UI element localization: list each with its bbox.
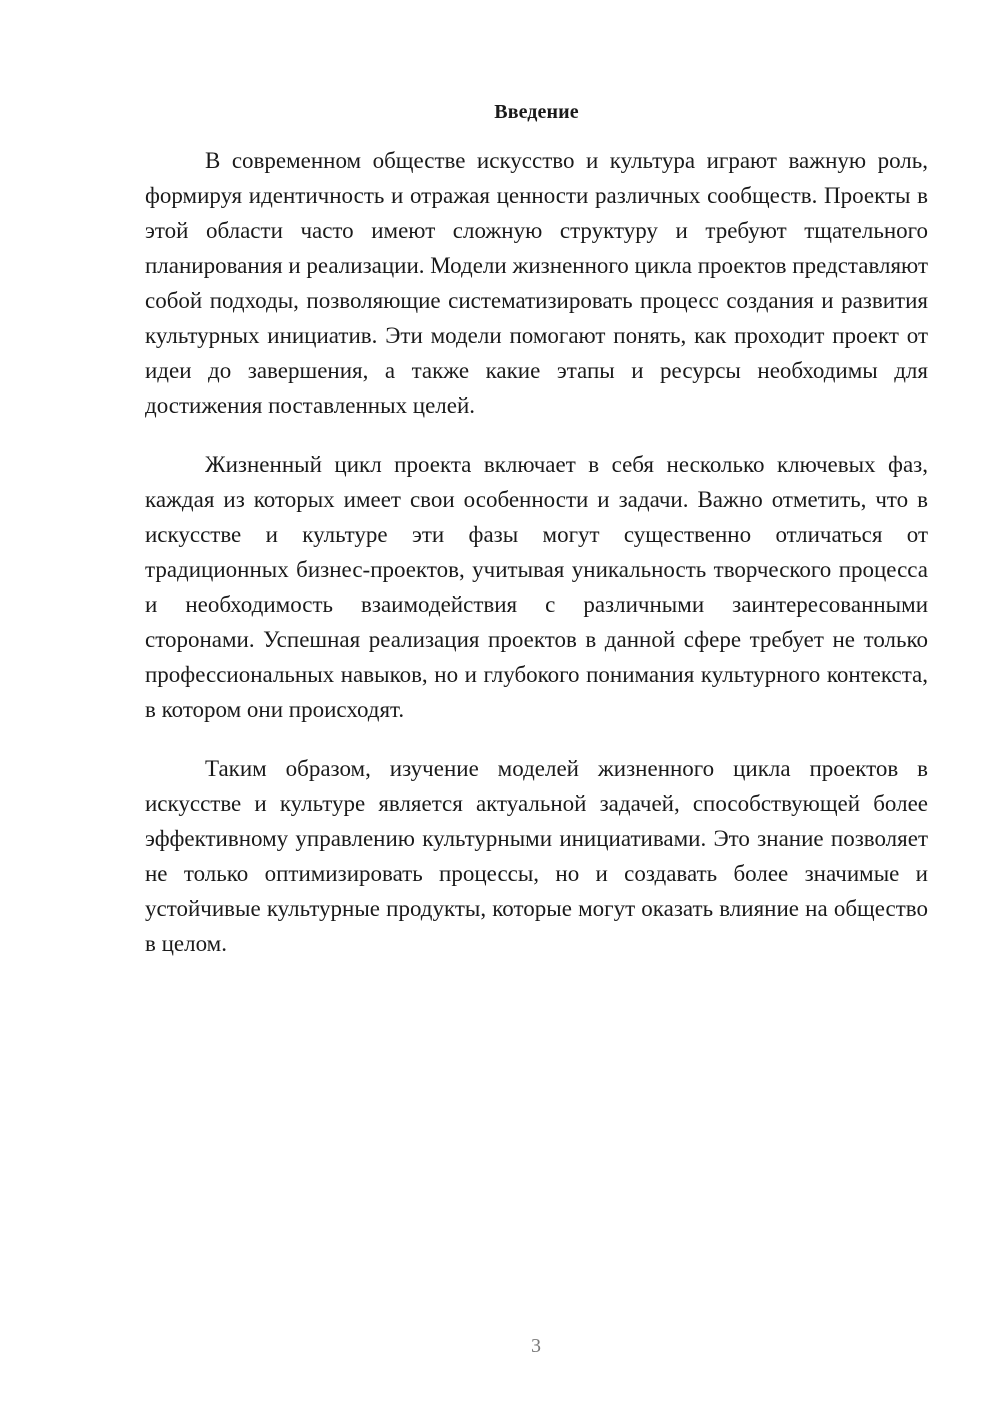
section-heading: Введение bbox=[494, 101, 579, 123]
page-body bbox=[145, 95, 928, 985]
paragraph: В современном обществе искусство и культура играют важную роль, формируя идентичность и отражая ценности различных сообществ. Проекты в этой области часто имеют сложную структуру и требуют тщательного планирования и реализации. Модели жизненного цикла проектов представляют собой подходы, позволяющие систематизировать процесс создания и развития культурных инициатив. Эти модели помогают понять, как проходит проект от идеи до завершения, а также какие этапы и ресурсы необходимы для достижения поставленных целей. bbox=[145, 148, 928, 418]
paragraph: Жизненный цикл проекта включает в себя несколько ключевых фаз, каждая из которых имеет свои особенности и задачи. Важно отметить, что в искусстве и культуре эти фазы могут существенно отличаться от традиционных бизнес-проектов, учитывая уникальность творческого процесса и необходимость взаимодействия с различными заинтересованными сторонами. Успешная реализация проектов в данной сфере требует не только профессиональных навыков, но и глубокого понимания культурного контекста, в котором они происходят. bbox=[145, 452, 928, 722]
page-number: 3 bbox=[531, 1335, 541, 1357]
paragraph: Таким образом, изучение моделей жизненного цикла проектов в искусстве и культуре является актуальной задачей, способствующей более эффективному управлению культурными инициативами. Это знание позволяет не только оптимизировать процессы, но и создавать более значимые и устойчивые культурные продукты, которые могут оказать влияние на общество в целом. bbox=[145, 756, 928, 956]
